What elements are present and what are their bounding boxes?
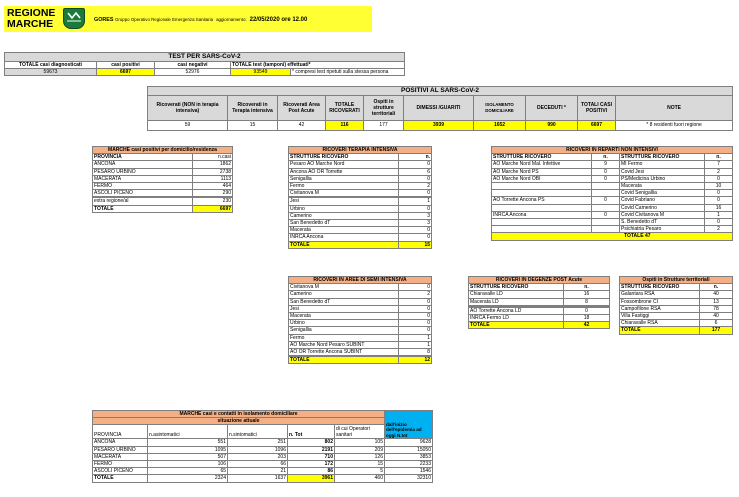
row-value: 0 — [399, 161, 432, 168]
home-cell: 2191 — [288, 446, 335, 453]
intensive-rows — [289, 161, 432, 241]
row-value: 1 — [399, 198, 432, 205]
row-label-right: MI Fermo — [620, 161, 705, 168]
tests-negative-value: 52976 — [155, 69, 231, 76]
table-row — [93, 183, 233, 190]
tests-total-value: 59673 — [5, 69, 97, 76]
row-label-right: Macerata — [620, 183, 705, 190]
row-label: Civitanova M — [289, 284, 399, 291]
row-label-left — [492, 226, 592, 233]
territorial-rows — [620, 291, 733, 327]
table-row — [93, 461, 433, 468]
row-value: 2738 — [193, 168, 233, 175]
row-value: 464 — [193, 183, 233, 190]
home-cell: 551 — [148, 439, 228, 446]
province-title: MARCHE casi positivi per domicilio/residenza — [93, 147, 233, 154]
positives-title: POSITIVI AL SARS-CoV-2 — [148, 87, 733, 96]
table-row — [289, 234, 432, 241]
row-value-right: 0 — [705, 190, 733, 197]
home-cell: 126 — [335, 453, 385, 460]
row-label: PESARO URBINO — [93, 168, 193, 175]
row-value-left: 0 — [592, 211, 620, 218]
pos-header-4: Ospiti in strutture territoriali — [364, 96, 404, 121]
territorial-total-label: TOTALE — [620, 327, 700, 334]
semi-total-value: 12 — [399, 357, 432, 364]
home-total-cell: TOTALE — [93, 475, 148, 482]
row-value: 40 — [700, 313, 733, 320]
table-row — [289, 183, 432, 190]
row-label: Macerata — [289, 313, 399, 320]
row-label-left: INRCA Ancona — [492, 211, 592, 218]
semi-rows — [289, 284, 432, 357]
row-value: 290 — [193, 190, 233, 197]
row-value-left: 0 — [592, 168, 620, 175]
home-cell: 9628 — [385, 439, 433, 446]
row-label: Urbino — [289, 205, 399, 212]
row-label: Campofilone RSA — [620, 305, 700, 312]
row-label: San Benedetto dT — [289, 220, 399, 227]
pos-value-2: 42 — [278, 121, 326, 131]
row-label-left: AO Marche Nord PS — [492, 168, 592, 175]
row-value: 0 — [399, 190, 432, 197]
row-value-left — [592, 183, 620, 190]
home-header-5: dall'inizio dell'epidemia ad oggi N.tot — [385, 411, 433, 439]
home-cell: 251 — [228, 439, 288, 446]
pos-header-9: NOTE — [616, 96, 733, 121]
home-cell: 15 — [335, 461, 385, 468]
pos-header-5: DIMESSI /GUARITI — [404, 96, 474, 121]
post-col1: STRUTTURE RICOVERO — [469, 284, 564, 291]
table-row — [93, 468, 433, 475]
pos-header-6: ISOLAMENTO DOMICILIARE — [474, 96, 526, 121]
table-row — [93, 453, 433, 460]
region-logo-text: REGIONE MARCHE — [7, 7, 56, 30]
territorial-col1: STRUTTURE RICOVERO — [620, 284, 700, 291]
home-header-0: PROVINCIA — [93, 425, 148, 439]
table-row — [620, 313, 733, 320]
row-value: 1862 — [193, 161, 233, 168]
row-value-right: 0 — [705, 197, 733, 204]
pos-header-3: TOTALE RICOVERATI — [326, 96, 364, 121]
pos-header-8: TOTALI CASI POSITIVI — [578, 96, 616, 121]
home-total-row — [93, 475, 433, 482]
table-row — [289, 291, 432, 298]
table-row — [289, 341, 432, 348]
table-row — [620, 320, 733, 327]
territorial-col2: n. — [700, 284, 733, 291]
tests-title: TEST PER SARS-CoV-2 — [5, 53, 405, 62]
home-cell: 710 — [288, 453, 335, 460]
row-value-left — [592, 219, 620, 226]
row-value: 0 — [399, 284, 432, 291]
pos-header-7: DECEDUTI * — [526, 96, 578, 121]
province-total-value: 6697 — [193, 205, 233, 212]
table-row — [289, 349, 432, 356]
pos-header-0: Ricoverati (NON in terapia intensiva) — [148, 96, 228, 121]
home-total-cell: 2324 — [148, 475, 228, 482]
table-row — [289, 227, 432, 234]
intensive-total-label: TOTALE — [289, 241, 399, 248]
province-col2: n.casi — [193, 154, 233, 161]
pos-value-6: 1652 — [474, 121, 526, 131]
row-label: INRCA Ancona — [289, 234, 399, 241]
row-label-right: Covid Senigallia — [620, 190, 705, 197]
row-label: Fermo — [289, 183, 399, 190]
row-label: Pesaro AO Marche Nord — [289, 161, 399, 168]
pos-value-8: 6697 — [578, 121, 616, 131]
home-header-2: n.sintomatici — [228, 425, 288, 439]
table-row — [289, 305, 432, 312]
post-total-label: TOTALE — [469, 322, 564, 329]
tests-tampons-value: 93549 — [231, 69, 291, 76]
home-total-cell: 3961 — [288, 475, 335, 482]
home-header-3: n. Tot — [288, 425, 335, 439]
row-label-left — [492, 190, 592, 197]
home-cell: 802 — [288, 439, 335, 446]
row-value-right: 2 — [705, 168, 733, 175]
non-intensive-total-label: TOTALE — [624, 233, 644, 240]
table-row — [492, 168, 733, 175]
intensive-care-table — [288, 146, 432, 249]
row-value: 230 — [193, 198, 233, 205]
table-row — [289, 168, 432, 175]
row-label-right: Covid Jesi — [620, 168, 705, 175]
home-cell: 172 — [288, 461, 335, 468]
row-value: 78 — [700, 305, 733, 312]
row-label-right: Covid Fabriano — [620, 197, 705, 204]
row-label: MACERATA — [93, 175, 193, 182]
table-row — [289, 220, 432, 227]
row-label: Macerata — [289, 227, 399, 234]
home-cell: ANCONA — [93, 439, 148, 446]
row-value-right: 0 — [705, 175, 733, 182]
row-label-right: Covid Civitanova M — [620, 211, 705, 218]
table-row — [289, 212, 432, 219]
row-label: INRCA Fermo LD — [469, 315, 564, 322]
table-row — [289, 334, 432, 341]
row-label: Fermo — [289, 334, 399, 341]
home-cell: 65 — [148, 468, 228, 475]
home-title: MARCHE casi e contatti in isolamento domiciliare — [93, 411, 385, 418]
table-row — [93, 190, 233, 197]
row-label-left: AO Marche Nord OBI — [492, 175, 592, 182]
table-row — [492, 183, 733, 190]
post-rows — [469, 291, 610, 322]
row-label: Jesi — [289, 305, 399, 312]
table-row — [93, 168, 233, 175]
row-value: 0 — [399, 313, 432, 320]
row-label: FERMO — [93, 183, 193, 190]
table-row — [620, 298, 733, 305]
pos-value-5: 3939 — [404, 121, 474, 131]
row-label-left: AO Marche Nord Mal. Infettive — [492, 161, 592, 168]
province-cases-table — [92, 146, 233, 213]
row-label-left — [492, 219, 592, 226]
pos-header-1: Ricoverati in Terapia intensiva — [228, 96, 278, 121]
pos-value-4: 177 — [364, 121, 404, 131]
home-cell: PESARO URBINO — [93, 446, 148, 453]
row-value: 1 — [399, 334, 432, 341]
table-row — [469, 315, 610, 322]
home-cell: 1096 — [228, 446, 288, 453]
table-row — [289, 198, 432, 205]
row-label: Chiaravalle LD — [469, 291, 564, 298]
row-label: ASCOLI PICENO — [93, 190, 193, 197]
row-value: 8 — [399, 349, 432, 356]
home-rows — [93, 439, 433, 475]
home-cell: 3853 — [385, 453, 433, 460]
post-col2: n. — [564, 284, 610, 291]
row-value: 3 — [399, 212, 432, 219]
update-line — [94, 17, 307, 23]
home-cell: 66 — [228, 461, 288, 468]
home-total-cell: 460 — [335, 475, 385, 482]
province-col1: PROVINCIA — [93, 154, 193, 161]
home-cell: 1546 — [385, 468, 433, 475]
tests-header-positive: casi positivi — [97, 62, 155, 69]
row-value-right: 1 — [705, 211, 733, 218]
table-row — [93, 161, 233, 168]
row-label-left: AO Torrette Ancona PS — [492, 197, 592, 204]
row-value: 40 — [700, 291, 733, 298]
update-value: 22/05/2020 ore 12.00 — [249, 17, 308, 23]
row-value-right: 10 — [705, 183, 733, 190]
province-total-label: TOTALE — [93, 205, 193, 212]
row-label: Chiaravalle RSA — [620, 320, 700, 327]
row-value: 1113 — [193, 175, 233, 182]
region-emblem-icon — [63, 8, 85, 29]
row-value-left: 0 — [592, 175, 620, 182]
pos-value-1: 15 — [228, 121, 278, 131]
intensive-total-value: 15 — [399, 241, 432, 248]
row-label-right: S. Benedetto dT — [620, 219, 705, 226]
territorial-title: Ospiti in Strutture territoriali — [620, 277, 733, 284]
row-label-right: PS/Medicina Urbino — [620, 175, 705, 182]
row-value: 8 — [564, 298, 610, 305]
non-intensive-total-value: 47 — [644, 233, 651, 240]
row-value-left — [592, 226, 620, 233]
home-cell: 507 — [148, 453, 228, 460]
table-row — [289, 313, 432, 320]
table-row — [93, 446, 433, 453]
intensive-col1: STRUTTURE RICOVERO — [289, 154, 399, 161]
row-value: 2 — [399, 291, 432, 298]
row-value-left — [592, 190, 620, 197]
home-cell: 15050 — [385, 446, 433, 453]
row-label: Jesi — [289, 198, 399, 205]
row-value: 0 — [399, 305, 432, 312]
row-label: Macerata LD — [469, 298, 564, 305]
home-cell: MACERATA — [93, 453, 148, 460]
pos-header-2: Ricoverati Area Post Acute — [278, 96, 326, 121]
table-row — [492, 211, 733, 218]
row-label: Urbino — [289, 320, 399, 327]
row-label-left — [492, 183, 592, 190]
territorial-total-value: 177 — [700, 327, 733, 334]
home-cell: 2233 — [385, 461, 433, 468]
table-row — [93, 175, 233, 182]
gores-description: Gruppo Operativo Regionale Emergenza Sanitaria — [114, 17, 214, 22]
home-total-cell: 1637 — [228, 475, 288, 482]
table-row — [620, 291, 733, 298]
home-total-cell: 32310 — [385, 475, 433, 482]
row-value: 0 — [399, 320, 432, 327]
home-cell: FERMO — [93, 461, 148, 468]
table-row — [492, 219, 733, 226]
post-title: RICOVERI IN DEGENZE POST Acute — [469, 277, 610, 284]
table-row — [289, 298, 432, 305]
home-cell: 86 — [288, 468, 335, 475]
row-value: 3 — [399, 220, 432, 227]
non-intensive-total — [492, 233, 733, 240]
home-cell: 1095 — [148, 446, 228, 453]
row-label: Fossombrone CI — [620, 298, 700, 305]
intensive-title: RICOVERI TERAPIA INTENSIVA — [289, 147, 432, 154]
row-value-right: 2 — [705, 226, 733, 233]
table-row — [469, 291, 610, 298]
row-value: 16 — [564, 291, 610, 298]
home-header-1: n.asintomatici — [148, 425, 228, 439]
non-intensive-title: RICOVERI IN REPARTI NON INTENSIVI — [492, 147, 733, 154]
semi-title: RICOVERI IN AREE DI SEMI INTENSIVA — [289, 277, 432, 284]
home-cell: 203 — [228, 453, 288, 460]
non-intensive-rows — [492, 161, 733, 233]
positives-table — [147, 86, 733, 131]
pos-value-9: * 8 residenti fuori regione — [616, 121, 733, 131]
table-row — [289, 320, 432, 327]
row-value: 0 — [399, 327, 432, 334]
semi-intensive-table — [288, 276, 432, 364]
tests-table — [4, 52, 405, 76]
home-cell: 5 — [335, 468, 385, 475]
province-rows — [93, 161, 233, 205]
row-label: Camerino — [289, 291, 399, 298]
pos-value-3: 116 — [326, 121, 364, 131]
non-intensive-table — [491, 146, 733, 241]
pos-value-7: 990 — [526, 121, 578, 131]
table-row — [289, 327, 432, 334]
home-cell: 105 — [335, 439, 385, 446]
row-label-right: Covid Camerino — [620, 204, 705, 211]
tests-header-tampons: TOTALE test (tamponi) effettuati* — [231, 62, 405, 69]
table-row — [289, 175, 432, 182]
table-row — [289, 190, 432, 197]
row-label: Ancona AO OR Torrette — [289, 168, 399, 175]
table-row — [620, 305, 733, 312]
row-label: Camerino — [289, 212, 399, 219]
non-intensive-col3: STRUTTURE RICOVERO — [620, 154, 705, 161]
table-row — [492, 197, 733, 204]
row-value-right: 7 — [705, 161, 733, 168]
row-label: Senigallia — [289, 175, 399, 182]
non-intensive-col2: n. — [592, 154, 620, 161]
row-value: 18 — [564, 315, 610, 322]
table-row — [93, 198, 233, 205]
row-value: 13 — [700, 298, 733, 305]
table-row — [492, 175, 733, 182]
table-row — [289, 161, 432, 168]
pos-value-0: 59 — [148, 121, 228, 131]
row-value: 0 — [564, 307, 610, 314]
row-value: 2 — [399, 183, 432, 190]
table-row — [492, 204, 733, 211]
row-value-left: 0 — [592, 197, 620, 204]
home-isolation-table — [92, 410, 433, 483]
table-row — [492, 226, 733, 233]
table-row — [492, 190, 733, 197]
home-cell: ASCOLI PICENO — [93, 468, 148, 475]
row-value-right: 16 — [705, 204, 733, 211]
semi-total-label: TOTALE — [289, 357, 399, 364]
row-label: Civitanova M — [289, 190, 399, 197]
row-label: Senigallia — [289, 327, 399, 334]
post-acute-table — [468, 276, 610, 329]
row-value-right: 0 — [705, 219, 733, 226]
row-value: 6 — [399, 168, 432, 175]
update-label: aggiornamento: — [216, 17, 247, 22]
header-banner — [4, 6, 372, 32]
row-value-left: 9 — [592, 161, 620, 168]
table-row — [289, 205, 432, 212]
row-label-left — [492, 204, 592, 211]
table-row — [289, 284, 432, 291]
row-value: 6 — [700, 320, 733, 327]
post-total-value: 42 — [564, 322, 610, 329]
non-intensive-col1: STRUTTURE RICOVERO — [492, 154, 592, 161]
table-row — [93, 439, 433, 446]
row-label: AO Marche Nord Pesaro SUBINT — [289, 341, 399, 348]
row-label: Villa Fastiggi — [620, 313, 700, 320]
tests-header-total: TOTALE casi diagnosticati — [5, 62, 97, 69]
row-label: ANCONA — [93, 161, 193, 168]
row-label: AO OR Torrette Ancona SUBINT — [289, 349, 399, 356]
gores-label: GORES — [94, 17, 114, 23]
non-intensive-col4: n. — [705, 154, 733, 161]
intensive-col2: n. — [399, 154, 432, 161]
row-value: 0 — [399, 205, 432, 212]
table-row — [469, 307, 610, 314]
row-label: San Benedetto dT — [289, 298, 399, 305]
home-cell: 21 — [228, 468, 288, 475]
home-cell: 209 — [335, 446, 385, 453]
tests-note: * compresi test ripetuti sulla stessa persona — [291, 69, 405, 76]
row-value-left — [592, 204, 620, 211]
row-label: extra regione/al — [93, 198, 193, 205]
tests-positive-value: 6697 — [97, 69, 155, 76]
row-label: Galantara RSA — [620, 291, 700, 298]
row-value: 1 — [399, 341, 432, 348]
tests-header-negative: casi negativi — [155, 62, 231, 69]
home-header-4: di cui Operatori sanitari — [335, 425, 385, 439]
table-row — [469, 298, 610, 305]
table-row — [492, 161, 733, 168]
row-label: AO Torrette Ancona LD — [469, 307, 564, 314]
row-value: 0 — [399, 227, 432, 234]
row-value: 0 — [399, 175, 432, 182]
territorial-table — [619, 276, 733, 335]
row-value: 0 — [399, 234, 432, 241]
home-subtitle: situazione attuale — [93, 418, 385, 425]
home-cell: 106 — [148, 461, 228, 468]
row-value: 0 — [399, 298, 432, 305]
row-label-right: Psichiatria Pesaro — [620, 226, 705, 233]
